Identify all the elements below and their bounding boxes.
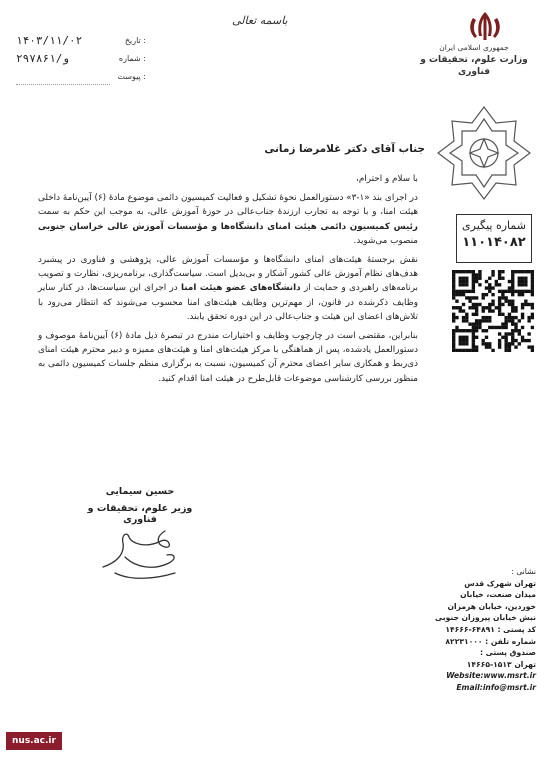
attachment-label: پیوست : xyxy=(117,72,146,81)
signatory-block xyxy=(70,486,210,525)
signatory-title: وزیر علوم، تحقیقات و فناوری xyxy=(87,503,193,525)
letter-meta xyxy=(16,34,146,88)
tracking-label: شماره پیگیری xyxy=(462,219,526,232)
qr-code-icon xyxy=(452,270,534,352)
address-line-4: نبش خیابان پیروزان جنوبی xyxy=(435,613,536,623)
basmala: باسمه تعالی xyxy=(232,14,288,27)
postal-code: کد پستی : ۶۴۸۹۱-۱۴۶۶۶ xyxy=(445,624,536,634)
address-line-3: خوردین، خیابان هرمزان xyxy=(447,601,536,611)
date-label: تاریخ : xyxy=(124,36,146,45)
paragraph-3: بنابراین، مقتضی است در چارچوب وظایف و اختیارات مندرج در تبصرهٔ ذیل مادهٔ (۶) آیین‌نامهٔ موصوف و دستورالعمل یادشده، پس از هماهنگی با مرکز هیئت‌های امنا و هیئت‌های ممیزه و دبیر محترم هیئت امنای ذی‌ربط و همکاری سایر اعضای محترم آن کمیسیون، نسبت به برگزاری منظم جلسات کمیسیون دائمی به منظور بررسی کارشناسی موضوعات قابل‌طرح در هیئت امنا اقدام کنید. xyxy=(38,331,418,384)
site-logo: nus.ac.ir xyxy=(6,732,62,750)
number-value: ۲۹۷۸۶۱/و xyxy=(16,52,69,65)
po-box: تهران ۱۵۱۳-۱۴۶۶۵ xyxy=(466,659,536,669)
ministry-line2: وزارت علوم، تحقیقات و فناوری xyxy=(420,55,528,77)
signatory-name: حسین سیمایی xyxy=(105,486,175,497)
tracking-number: ۱۱۰۱۴۰۸۲ xyxy=(462,235,526,250)
email-link[interactable]: Email:info@msrt.ir xyxy=(456,682,536,692)
paragraph-1-part-c: منصوب می‌شوید. xyxy=(353,235,418,246)
recipient-name: جناب آقای دکتر غلامرضا زمانی xyxy=(264,143,425,155)
address-line-1: تهران شهرک قدس xyxy=(464,578,536,588)
ministry-address xyxy=(418,566,536,694)
iran-emblem-icon xyxy=(465,10,505,44)
website-link[interactable]: Website:www.msrt.ir xyxy=(446,671,536,681)
number-label: شماره : xyxy=(118,54,146,63)
paragraph-2-part-c: در اجرای این سیاست‌ها، در کنار سایر وظایف ذکرشده در قانون، از مهم‌ترین وظایف هیئت‌های امنا محسوب می‌شوند که انتظار می‌رود با تلاش‌های اعضای این هیئت و جناب‌عالی در این دوره تحقق یابند. xyxy=(38,283,418,322)
letter-body xyxy=(38,172,418,391)
po-box-label: صندوق پستی : xyxy=(479,648,536,658)
paragraph-2-bold: دانشگاه‌های عضو هیئت امنا xyxy=(180,283,301,294)
greeting: با سلام و احترام، xyxy=(356,174,418,184)
ministry-name xyxy=(418,42,530,78)
islamic-ornament-icon xyxy=(434,103,534,203)
paragraph-2 xyxy=(38,253,418,324)
date-value: ۱۴۰۳/۱۱/۰۲ xyxy=(16,34,83,47)
address-line-2: میدان صنعت، خیابان xyxy=(460,590,536,600)
paragraph-1-part-a: در اجرای بند «۱-۳» دستورالعمل نحوهٔ تشکیل و فعالیت کمیسیون دائمی موضوع مادهٔ (۶) آیین‌نامهٔ داخلی هیئت امنا، و با توجه به تجارب ارزندهٔ جناب‌عالی در حوزهٔ آموزش عالی، به موجب این حکم به سمت xyxy=(38,193,418,218)
address-heading: نشانی : xyxy=(511,567,536,576)
phone-number: شماره تلفن : ۸۲۲۳۱۰۰۰ xyxy=(445,636,536,646)
ministry-line1: جمهوری اسلامی ایران xyxy=(439,43,509,52)
attachment-line xyxy=(16,84,110,85)
handwritten-signature xyxy=(95,523,195,583)
tracking-number-box xyxy=(456,214,532,263)
paragraph-1-appointment: رئیس کمیسیون دائمی هیئت امنای دانشگاه‌ها و مؤسسات آموزش عالی خراسان جنوبی xyxy=(38,221,418,232)
paragraph-1 xyxy=(38,191,418,248)
paragraph-2-part-a: نقش برجستهٔ هیئت‌های امنای دانشگاه‌ها و مؤسسات آموزش عالی، پژوهشی و فناوری در پیشبرد هدف‌های نظام آموزش عالی کشور آشکار و بی‌بدیل است. سیاست‌گذاری، برنامه‌ریزی، نظارت و تصویب برنامه‌های راهبردی و حمایت از xyxy=(38,255,419,294)
